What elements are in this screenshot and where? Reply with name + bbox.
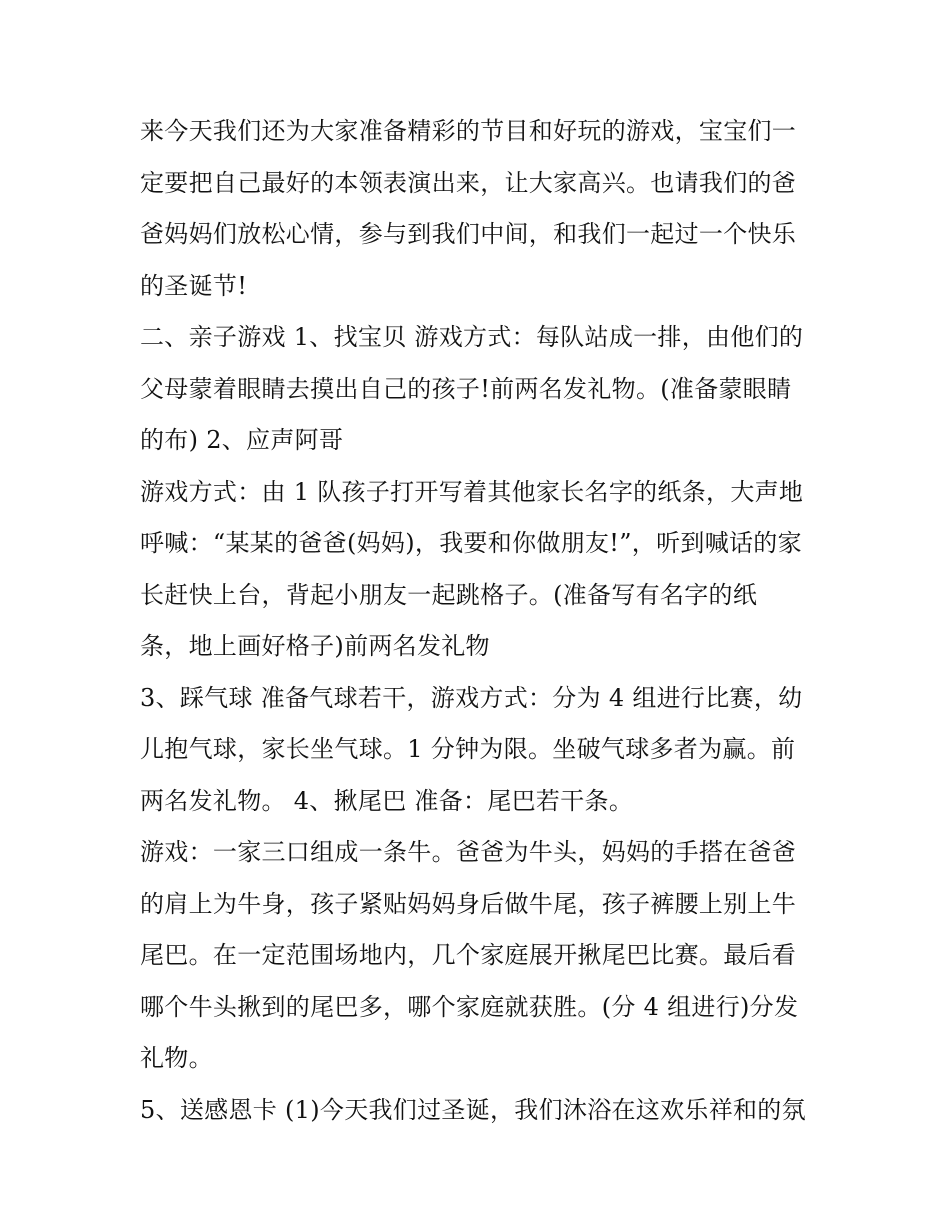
text-line: 的肩上为牛身，孩子紧贴妈妈身后做牛尾，孩子裤腰上别上牛 <box>140 889 797 918</box>
text-line: 条，地上画好格子)前两名发礼物 <box>140 632 490 660</box>
text-line: 父母蒙着眼睛去摸出自己的孩子!前两名发礼物。(准备蒙眼睛 <box>140 374 792 403</box>
text-line: 尾巴。在一定范围场地内，几个家庭展开揪尾巴比赛。最后看 <box>140 941 797 969</box>
text-line: 长赶快上台，背起小朋友一起跳格子。(准备写有名字的纸 <box>140 580 758 609</box>
text-line: 呼喊：“某某的爸爸(妈妈)，我要和你做朋友!”，听到喊话的家 <box>140 529 802 557</box>
text-line: 两名发礼物。 4、揪尾巴 准备：尾巴若干条。 <box>140 786 634 815</box>
text-line: 3、踩气球 准备气球若干，游戏方式：分为 4 组进行比赛，幼 <box>140 683 803 712</box>
text-line: 儿抱气球，家长坐气球。1 分钟为限。坐破气球多者为赢。前 <box>140 735 796 763</box>
text-line: 的布) 2、应声阿哥 <box>140 426 344 454</box>
text-line: 游戏：一家三口组成一条牛。爸爸为牛头，妈妈的手搭在爸爸 <box>140 838 797 866</box>
text-line: 5、送感恩卡 (1)今天我们过圣诞，我们沐浴在这欢乐祥和的氛 <box>140 1095 806 1124</box>
text-line: 礼物。 <box>140 1044 213 1072</box>
text-line: 游戏方式：由 1 队孩子打开写着其他家长名字的纸条，大声地 <box>140 477 804 506</box>
text-line: 定要把自己最好的本领表演出来，让大家高兴。也请我们的爸 <box>140 168 797 197</box>
document-body <box>140 106 812 1136</box>
text-line: 来今天我们还为大家准备精彩的节目和好玩的游戏，宝宝们一 <box>140 117 797 145</box>
text-line: 爸妈妈们放松心情，参与到我们中间，和我们一起过一个快乐 <box>140 220 797 248</box>
text-line: 的圣诞节! <box>140 271 248 300</box>
text-line: 二、亲子游戏 1、找宝贝 游戏方式：每队站成一排，由他们的 <box>140 323 804 351</box>
text-line: 哪个牛头揪到的尾巴多，哪个家庭就获胜。(分 4 组进行)分发 <box>140 992 799 1021</box>
